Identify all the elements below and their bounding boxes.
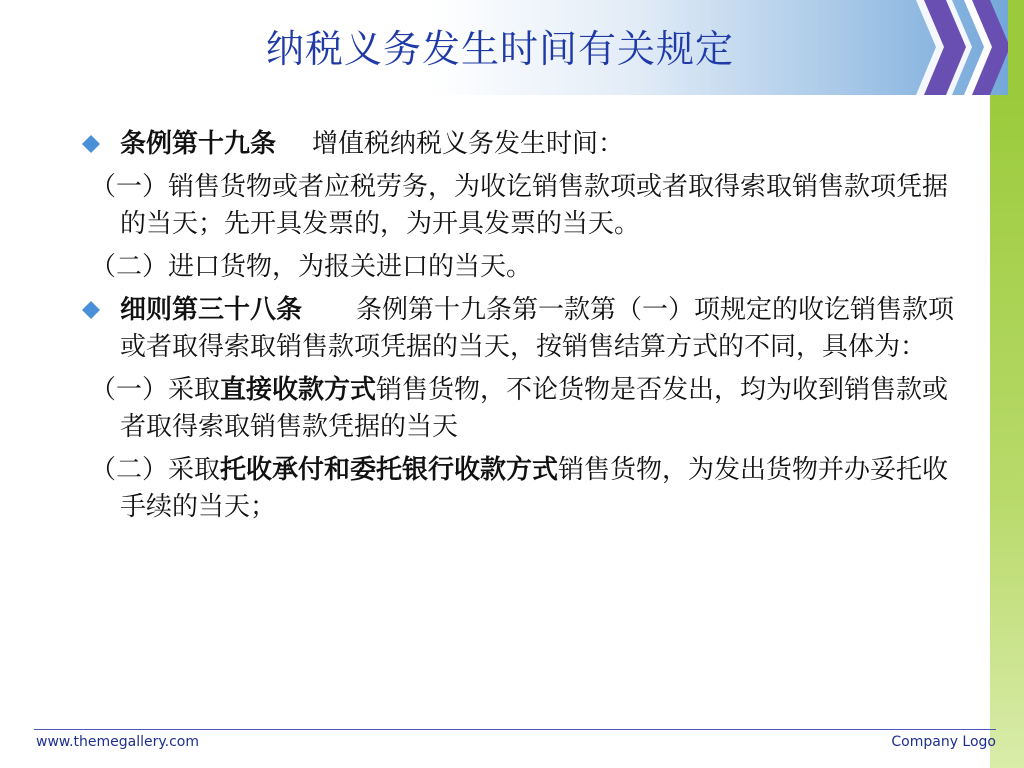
paragraph-prefix: （一）采取 bbox=[90, 375, 221, 405]
diamond-bullet-icon bbox=[82, 301, 100, 319]
sub-paragraph-3 bbox=[82, 372, 962, 446]
paragraph-text: 销售货物，不论货物是否发出，均为收到销售款或者取得索取销售款凭据的当天 bbox=[120, 375, 949, 442]
right-accent-strip bbox=[990, 95, 1024, 768]
footer-website: www.themegallery.com bbox=[36, 734, 199, 750]
paragraph-text: 条例第十九条第一款第（一）项规定的收讫销售款项或者取得索取销售款项凭据的当天，按销售结算方式的不同，具体为： bbox=[120, 295, 955, 362]
regulation-label: 条例第十九条 bbox=[120, 129, 277, 159]
slide-content bbox=[82, 126, 962, 532]
sub-paragraph-1: （一）销售货物或者应税劳务，为收讫销售款项或者取得索取销售款项凭据的当天；先开具发票的，为开具发票的当天。 bbox=[90, 172, 949, 239]
highlighted-term: 托收承付和委托银行收款方式 bbox=[220, 455, 559, 485]
paragraph-text: 销售货物，为发出货物并办妥托收手续的当天； bbox=[120, 455, 949, 522]
paragraph-prefix: （二）采取 bbox=[90, 455, 221, 485]
regulation-label: 细则第三十八条 bbox=[120, 295, 303, 325]
sub-paragraph-2: （二）进口货物，为报关进口的当天。 bbox=[90, 252, 533, 282]
bullet-paragraph-2 bbox=[82, 292, 962, 366]
sub-paragraph-4 bbox=[82, 452, 962, 526]
footer-company-logo: Company Logo bbox=[891, 734, 996, 750]
highlighted-term: 直接收款方式 bbox=[220, 375, 377, 405]
footer-divider bbox=[34, 729, 996, 730]
diamond-bullet-icon bbox=[82, 135, 100, 153]
slide-title: 纳税义务发生时间有关规定 bbox=[265, 27, 734, 71]
bullet-paragraph-1 bbox=[82, 126, 962, 163]
paragraph-text: 增值税纳税义务发生时间： bbox=[312, 129, 625, 159]
